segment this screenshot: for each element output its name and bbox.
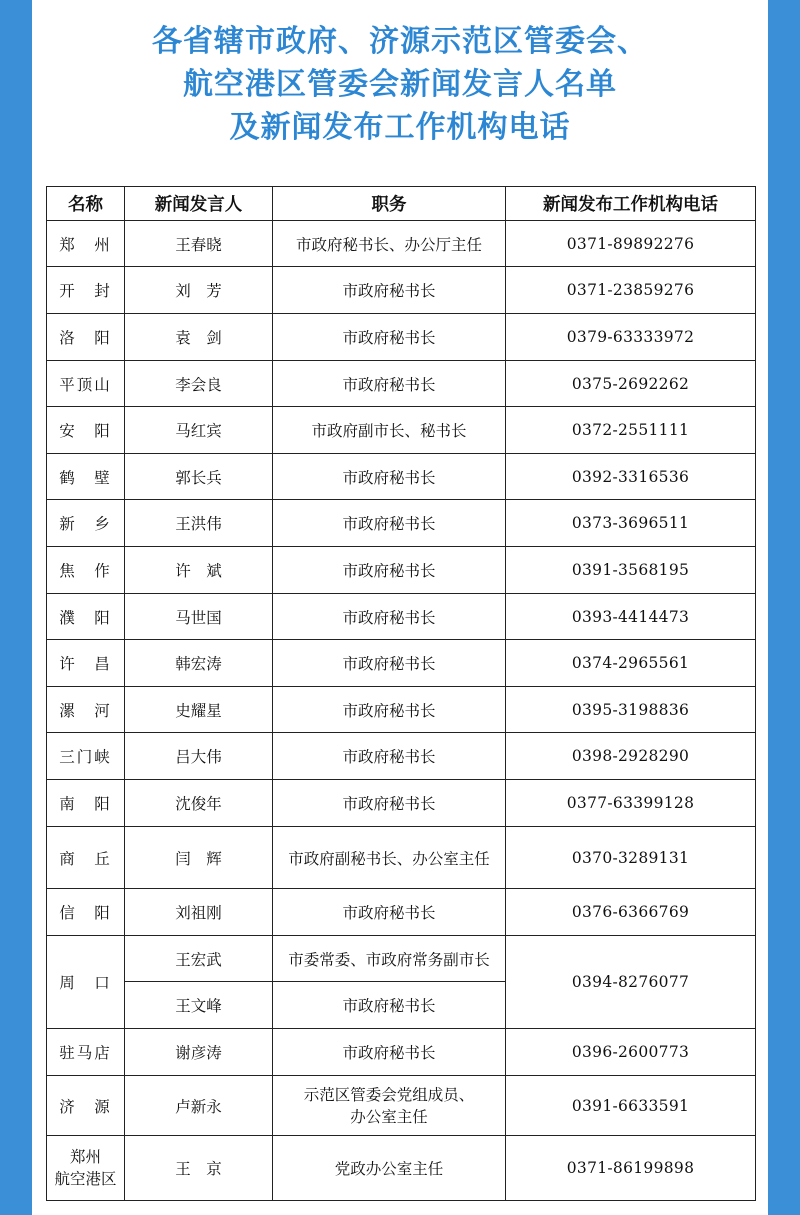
spokesperson: 卢新永: [125, 1076, 273, 1136]
position-line-1: 示范区管委会党组成员、: [303, 1085, 475, 1104]
city-name: 南 阳: [47, 780, 125, 827]
city-name: 周 口: [47, 936, 125, 1029]
city-name: 郑 州: [47, 221, 125, 267]
table-row: [47, 1076, 756, 1136]
phone: 0393-4414473: [506, 594, 756, 640]
position: 市政府秘书长: [273, 780, 506, 827]
table-row: [47, 1136, 756, 1201]
phone: 0371-23859276: [506, 267, 756, 314]
city-name: 漯 河: [47, 687, 125, 733]
position: 市政府秘书长、办公厅主任: [273, 221, 506, 267]
header-spokesperson: 新闻发言人: [125, 187, 273, 221]
spokesperson: 马红宾: [125, 407, 273, 454]
position: 市政府秘书长: [273, 1029, 506, 1076]
position: 市政府秘书长: [273, 594, 506, 640]
position: 党政办公室主任: [273, 1136, 506, 1201]
spokesperson: 谢彦涛: [125, 1029, 273, 1076]
position: 市政府秘书长: [273, 982, 506, 1029]
city-name: 焦 作: [47, 547, 125, 594]
position: 市政府秘书长: [273, 500, 506, 547]
spokesperson: 刘祖刚: [125, 889, 273, 936]
phone: 0374-2965561: [506, 640, 756, 687]
title-line-3: 及新闻发布工作机构电话: [229, 110, 571, 145]
phone: 0371-86199898: [506, 1136, 756, 1201]
table-row: [47, 454, 756, 500]
position: 市政府副秘书长、办公室主任: [273, 827, 506, 889]
phone: 0373-3696511: [506, 500, 756, 547]
phone: 0391-3568195: [506, 547, 756, 594]
table-row: [47, 889, 756, 936]
position: 市委常委、市政府常务副市长: [273, 936, 506, 982]
header-title: 职务: [273, 187, 506, 221]
phone: 0394-8276077: [506, 936, 756, 1029]
city-name: 济 源: [47, 1076, 125, 1136]
table-row: [47, 361, 756, 407]
page-title: [32, 20, 768, 149]
phone: 0398-2928290: [506, 733, 756, 780]
spokesperson: 王宏武: [125, 936, 273, 982]
spokesperson: 王洪伟: [125, 500, 273, 547]
spokesperson: 吕大伟: [125, 733, 273, 780]
city-name-line-2: 航空港区: [54, 1170, 117, 1188]
phone: 0370-3289131: [506, 827, 756, 889]
title-line-1: 各省辖市政府、济源示范区管委会、: [152, 24, 648, 59]
table-row: [47, 640, 756, 687]
phone: 0372-2551111: [506, 407, 756, 454]
position: 市政府秘书长: [273, 733, 506, 780]
city-name: 许 昌: [47, 640, 125, 687]
spokesperson: 韩宏涛: [125, 640, 273, 687]
city-name: 平顶山: [47, 361, 125, 407]
spokesperson: 许 斌: [125, 547, 273, 594]
city-name: 驻马店: [47, 1029, 125, 1076]
phone: 0375-2692262: [506, 361, 756, 407]
city-name: 洛 阳: [47, 314, 125, 361]
city-name: 濮 阳: [47, 594, 125, 640]
table-row: [47, 687, 756, 733]
spokesperson: 史耀星: [125, 687, 273, 733]
table-row: [47, 314, 756, 361]
position: 市政府秘书长: [273, 547, 506, 594]
table-row: [47, 733, 756, 780]
position-line-2: 办公室主任: [350, 1107, 428, 1126]
position: 市政府秘书长: [273, 361, 506, 407]
city-name: 开 封: [47, 267, 125, 314]
header-phone: 新闻发布工作机构电话: [506, 187, 756, 221]
table-row: [47, 1029, 756, 1076]
phone: 0392-3316536: [506, 454, 756, 500]
spokesperson: 闫 辉: [125, 827, 273, 889]
table-row: [47, 594, 756, 640]
spokesperson: 王 京: [125, 1136, 273, 1201]
header-name: 名称: [47, 187, 125, 221]
spokesperson: 李会良: [125, 361, 273, 407]
city-name: 安 阳: [47, 407, 125, 454]
position: 市政府秘书长: [273, 640, 506, 687]
table-header-row: [47, 187, 756, 221]
table-row: [47, 500, 756, 547]
spokesperson: 郭长兵: [125, 454, 273, 500]
table-row: [47, 221, 756, 267]
city-name: [47, 1136, 125, 1201]
spokesperson: 马世国: [125, 594, 273, 640]
table-row: [47, 780, 756, 827]
city-name: 信 阳: [47, 889, 125, 936]
spokesperson: 袁 剑: [125, 314, 273, 361]
phone: 0379-63333972: [506, 314, 756, 361]
position: [273, 1076, 506, 1136]
city-name: 新 乡: [47, 500, 125, 547]
document-page: [32, 0, 768, 1215]
phone: 0371-89892276: [506, 221, 756, 267]
city-name-line-1: 郑州: [69, 1148, 101, 1166]
table-row: [47, 827, 756, 889]
position: 市政府副市长、秘书长: [273, 407, 506, 454]
position: 市政府秘书长: [273, 889, 506, 936]
table-row: [47, 547, 756, 594]
phone: 0377-63399128: [506, 780, 756, 827]
spokesperson: 王春晓: [125, 221, 273, 267]
city-name: 商 丘: [47, 827, 125, 889]
spokesperson: 王文峰: [125, 982, 273, 1029]
spokesperson: 刘 芳: [125, 267, 273, 314]
table-row: [47, 267, 756, 314]
city-name: 三门峡: [47, 733, 125, 780]
phone: 0391-6633591: [506, 1076, 756, 1136]
table-row: [47, 936, 756, 982]
phone: 0396-2600773: [506, 1029, 756, 1076]
phone: 0376-6366769: [506, 889, 756, 936]
spokesperson: 沈俊年: [125, 780, 273, 827]
spokesperson-table: [46, 186, 756, 1201]
position: 市政府秘书长: [273, 314, 506, 361]
city-name: 鹤 壁: [47, 454, 125, 500]
position: 市政府秘书长: [273, 267, 506, 314]
phone: 0395-3198836: [506, 687, 756, 733]
position: 市政府秘书长: [273, 454, 506, 500]
table-row: [47, 407, 756, 454]
title-line-2: 航空港区管委会新闻发言人名单: [183, 67, 617, 102]
position: 市政府秘书长: [273, 687, 506, 733]
